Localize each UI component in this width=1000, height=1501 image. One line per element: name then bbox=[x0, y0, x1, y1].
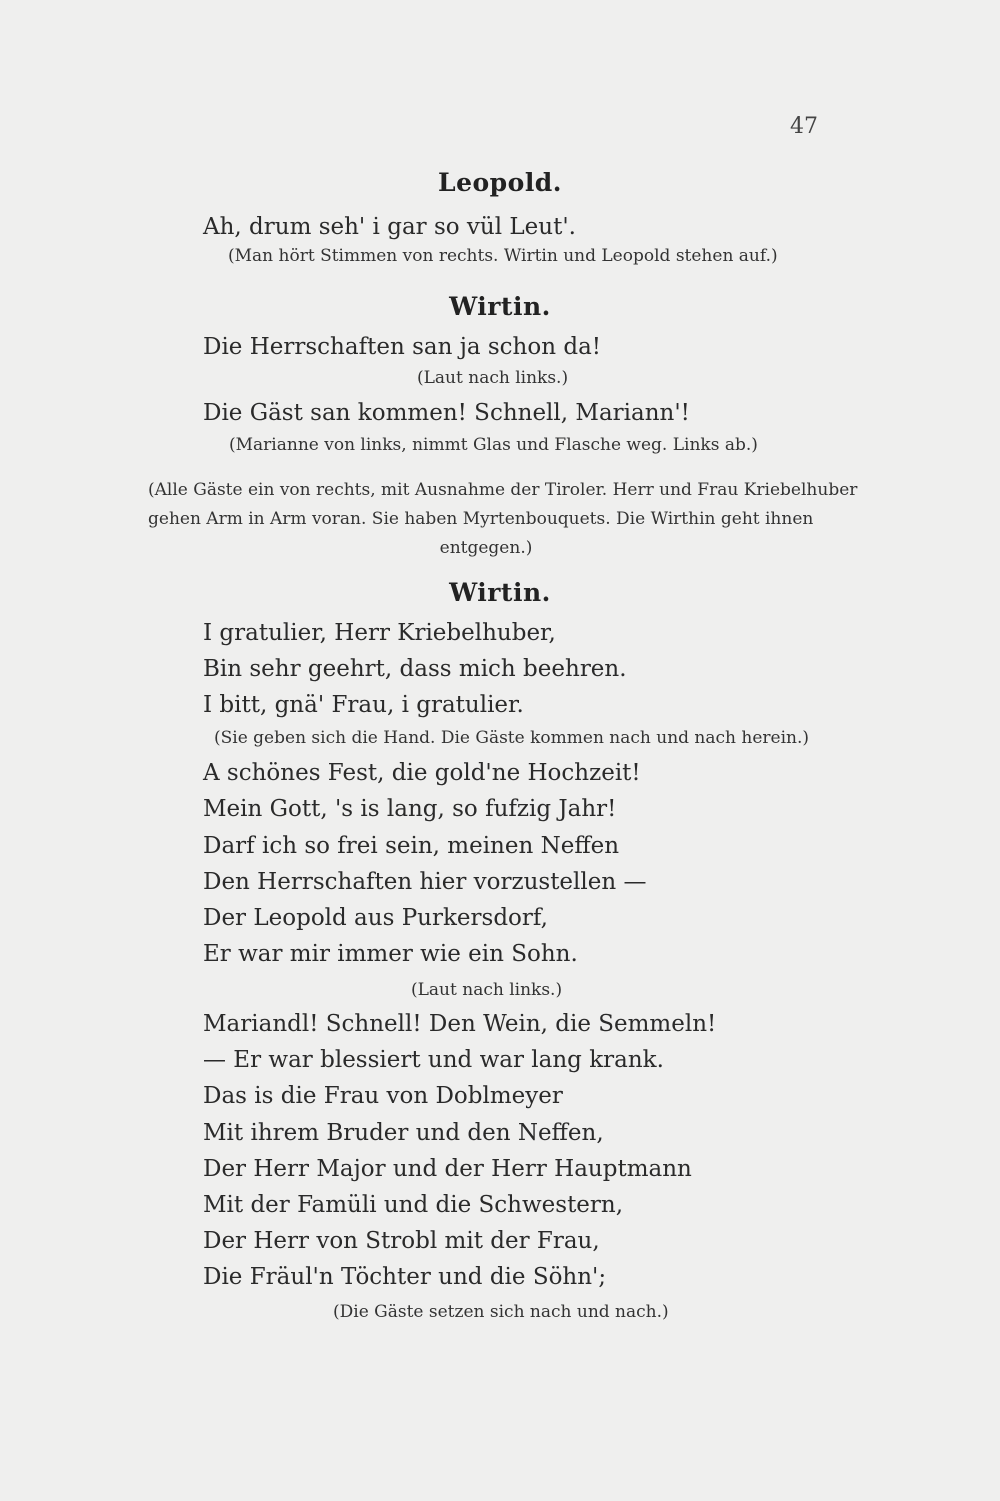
verse-line: Er war mir immer wie ein Sohn. bbox=[203, 941, 578, 967]
speaker-name: Leopold. bbox=[438, 168, 562, 197]
page-number: 47 bbox=[790, 114, 818, 139]
verse-line: Die Fräul'n Töchter und die Söhn'; bbox=[203, 1264, 607, 1290]
verse-line: Darf ich so frei sein, meinen Neffen bbox=[203, 833, 620, 859]
stage-direction: (Laut nach links.) bbox=[411, 980, 563, 1000]
verse-line: Das is die Frau von Doblmeyer bbox=[203, 1083, 563, 1109]
verse-line: — Er war blessiert und war lang krank. bbox=[203, 1047, 664, 1073]
verse-line: Der Herr von Strobl mit der Frau, bbox=[203, 1228, 600, 1254]
verse-line: A schönes Fest, die gold'ne Hochzeit! bbox=[203, 760, 641, 786]
verse-line: Mit der Famüli und die Schwestern, bbox=[203, 1192, 624, 1218]
verse-line: Mein Gott, 's is lang, so fufzig Jahr! bbox=[203, 796, 617, 822]
stage-direction: (Sie geben sich die Hand. Die Gäste kommen nach und nach herein.) bbox=[214, 728, 810, 748]
stage-direction: (Laut nach links.) bbox=[417, 368, 569, 388]
verse-line: Mit ihrem Bruder und den Neffen, bbox=[203, 1120, 604, 1146]
speaker-name: Wirtin. bbox=[449, 578, 551, 607]
verse-line: Ah, drum seh' i gar so vül Leut'. bbox=[203, 214, 576, 240]
stage-direction-line: entgegen.) bbox=[439, 538, 533, 558]
verse-line: Bin sehr geehrt, dass mich beehren. bbox=[203, 656, 627, 682]
stage-direction: (Marianne von links, nimmt Glas und Flasche weg. Links ab.) bbox=[229, 435, 758, 455]
verse-line: Die Herrschaften san ja schon da! bbox=[203, 334, 602, 360]
speaker-name: Wirtin. bbox=[449, 292, 551, 321]
verse-line: Die Gäst san kommen! Schnell, Mariann'! bbox=[203, 400, 690, 426]
verse-line: I gratulier, Herr Kriebelhuber, bbox=[203, 620, 556, 646]
verse-line: Der Leopold aus Purkersdorf, bbox=[203, 905, 548, 931]
stage-direction-block bbox=[148, 476, 858, 563]
stage-direction: (Die Gäste setzen sich nach und nach.) bbox=[333, 1302, 669, 1322]
stage-direction-line: gehen Arm in Arm voran. Sie haben Myrtenbouquets. Die Wirthin geht ihnen bbox=[148, 509, 814, 529]
stage-direction-line: (Alle Gäste ein von rechts, mit Ausnahme der Tiroler. Herr und Frau Kriebelhuber bbox=[148, 480, 858, 500]
verse-line: I bitt, gnä' Frau, i gratulier. bbox=[203, 692, 524, 718]
stage-direction: (Man hört Stimmen von rechts. Wirtin und Leopold stehen auf.) bbox=[228, 246, 778, 266]
verse-line: Den Herrschaften hier vorzustellen — bbox=[203, 869, 647, 895]
verse-line: Mariandl! Schnell! Den Wein, die Semmeln! bbox=[203, 1011, 717, 1037]
verse-line: Der Herr Major und der Herr Hauptmann bbox=[203, 1156, 692, 1182]
